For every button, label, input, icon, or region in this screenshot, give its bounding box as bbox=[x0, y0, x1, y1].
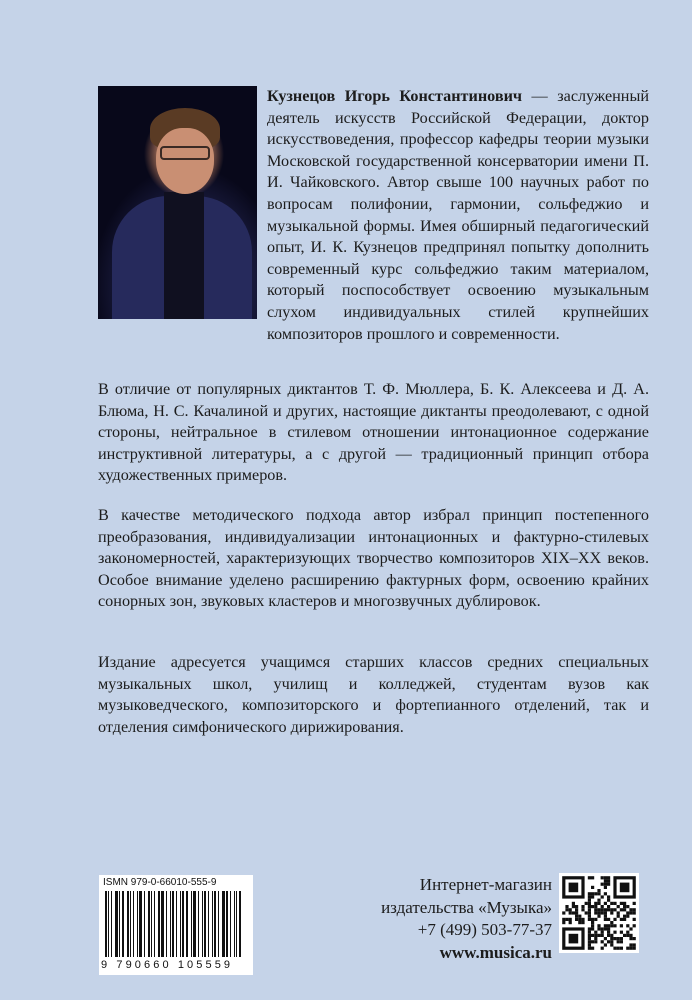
qr-module bbox=[633, 943, 636, 946]
qr-module bbox=[629, 908, 632, 911]
barcode-bar bbox=[226, 891, 228, 957]
barcode-bar bbox=[180, 891, 181, 957]
qr-module bbox=[572, 905, 575, 908]
publisher-label: издательства «Музыка» bbox=[381, 897, 552, 917]
qr-module bbox=[610, 911, 613, 914]
qr-module bbox=[585, 911, 588, 914]
qr-module bbox=[594, 937, 597, 940]
qr-module bbox=[623, 915, 626, 918]
store-label: Интернет-магазин bbox=[419, 875, 552, 894]
qr-module bbox=[604, 883, 607, 886]
barcode-bar bbox=[133, 891, 134, 957]
qr-module bbox=[620, 883, 630, 893]
qr-module bbox=[597, 934, 600, 937]
qr-module bbox=[607, 931, 610, 934]
qr-module bbox=[626, 911, 629, 914]
qr-module bbox=[594, 918, 597, 921]
qr-module bbox=[617, 915, 620, 918]
qr-module bbox=[594, 905, 597, 908]
qr-module bbox=[562, 911, 565, 914]
barcode-bar bbox=[127, 891, 129, 957]
qr-module bbox=[610, 943, 613, 946]
qr-module bbox=[620, 924, 623, 927]
qr-module bbox=[610, 934, 613, 937]
qr-module bbox=[581, 908, 584, 911]
qr-module bbox=[597, 927, 600, 930]
barcode-bar bbox=[151, 891, 152, 957]
qr-module bbox=[588, 940, 591, 943]
qr-module bbox=[591, 947, 594, 950]
barcode-bar bbox=[115, 891, 118, 957]
qr-module bbox=[588, 895, 591, 898]
qr-module bbox=[626, 915, 629, 918]
barcode-bar bbox=[230, 891, 231, 957]
qr-module bbox=[617, 940, 620, 943]
qr-module bbox=[588, 937, 591, 940]
qr-module bbox=[591, 886, 594, 889]
qr-module bbox=[623, 902, 626, 905]
qr-module bbox=[581, 918, 584, 921]
qr-module bbox=[569, 883, 579, 893]
qr-module bbox=[633, 908, 636, 911]
author-paragraph bbox=[98, 86, 649, 352]
qr-module bbox=[607, 924, 610, 927]
qr-module bbox=[626, 924, 629, 927]
qr-module bbox=[633, 937, 636, 940]
qr-module bbox=[597, 911, 600, 914]
qr-module bbox=[623, 934, 626, 937]
paragraph-text: В отличие от популярных диктантов Т. Ф. Мюллера, Б. К. Алексеева и Д. А. Блюма, Н. С. Качалиной и других, настоящие диктанты преодолевают, с одной стороны, нейтральное в стилевом отношении интонационное содержание инструктивной литературы, а с другой — традиционный принцип отбора художественных примеров. bbox=[98, 380, 649, 485]
qr-module bbox=[591, 921, 594, 924]
qr-module bbox=[613, 931, 616, 934]
qr-module bbox=[633, 918, 636, 921]
qr-module bbox=[610, 924, 613, 927]
qr-module bbox=[610, 937, 613, 940]
qr-module bbox=[569, 911, 572, 914]
qr-module bbox=[629, 934, 632, 937]
barcode-bar bbox=[154, 891, 155, 957]
qr-module bbox=[578, 921, 581, 924]
barcode-bar bbox=[222, 891, 225, 957]
qr-module bbox=[597, 915, 600, 918]
qr-module bbox=[588, 915, 591, 918]
qr-module bbox=[601, 931, 604, 934]
qr-module bbox=[591, 940, 594, 943]
body-paragraph-2 bbox=[98, 505, 649, 613]
qr-module bbox=[629, 911, 632, 914]
barcode-bar bbox=[148, 891, 150, 957]
qr-module bbox=[601, 927, 604, 930]
qr-module bbox=[591, 895, 594, 898]
qr-module bbox=[597, 902, 600, 905]
qr-module bbox=[629, 927, 632, 930]
barcode-bar bbox=[144, 891, 145, 957]
qr-module bbox=[588, 876, 591, 879]
qr-module bbox=[594, 911, 597, 914]
author-name: Кузнецов Игорь Константинович bbox=[267, 87, 523, 105]
qr-module bbox=[601, 947, 604, 950]
qr-module bbox=[617, 947, 620, 950]
qr-module bbox=[588, 899, 591, 902]
qr-module bbox=[607, 879, 610, 882]
qr-code[interactable] bbox=[559, 873, 639, 953]
qr-module bbox=[620, 947, 623, 950]
qr-module bbox=[629, 943, 632, 946]
qr-module bbox=[620, 931, 623, 934]
paragraph-text: Издание адресуется учащимся старших классов средних специальных музыкальных школ, училищ и колледжей, студентам вузов как музыковедческого, композиторского и фортепианного отделений, так и отделения симфонического дирижирования. bbox=[98, 653, 649, 736]
qr-module bbox=[604, 886, 607, 889]
barcode-bar bbox=[105, 891, 107, 957]
qr-module bbox=[620, 937, 623, 940]
qr-module bbox=[569, 918, 572, 921]
qr-module bbox=[601, 883, 604, 886]
qr-module bbox=[591, 892, 594, 895]
website-link[interactable]: www.musica.ru bbox=[439, 942, 552, 962]
barcode-bar bbox=[111, 891, 112, 957]
qr-module bbox=[607, 940, 610, 943]
qr-module bbox=[578, 915, 581, 918]
barcode-bar bbox=[198, 891, 199, 957]
qr-module bbox=[597, 892, 600, 895]
barcode-bar bbox=[108, 891, 109, 957]
qr-module bbox=[633, 924, 636, 927]
qr-module bbox=[604, 927, 607, 930]
qr-module bbox=[562, 918, 565, 921]
qr-module bbox=[581, 905, 584, 908]
qr-module bbox=[585, 902, 588, 905]
qr-module bbox=[604, 918, 607, 921]
qr-module bbox=[601, 940, 604, 943]
qr-module bbox=[607, 908, 610, 911]
qr-module bbox=[569, 934, 579, 944]
barcode-bar bbox=[234, 891, 235, 957]
barcode-bar bbox=[119, 891, 120, 957]
qr-module bbox=[607, 927, 610, 930]
qr-module bbox=[597, 908, 600, 911]
qr-module bbox=[597, 924, 600, 927]
qr-module bbox=[601, 895, 604, 898]
qr-module bbox=[607, 883, 610, 886]
qr-module bbox=[588, 918, 591, 921]
qr-module bbox=[588, 931, 591, 934]
qr-module bbox=[594, 908, 597, 911]
qr-module bbox=[626, 931, 629, 934]
qr-module bbox=[604, 943, 607, 946]
qr-module bbox=[588, 947, 591, 950]
qr-module bbox=[575, 908, 578, 911]
qr-module bbox=[588, 902, 591, 905]
qr-module bbox=[569, 908, 572, 911]
qr-module bbox=[604, 924, 607, 927]
qr-module bbox=[626, 905, 629, 908]
qr-module bbox=[565, 918, 568, 921]
qr-module bbox=[601, 876, 604, 879]
qr-module bbox=[601, 934, 604, 937]
barcode-bar bbox=[182, 891, 184, 957]
barcode-bar bbox=[236, 891, 237, 957]
qr-module bbox=[594, 931, 597, 934]
qr-module bbox=[591, 934, 594, 937]
qr-module bbox=[613, 902, 616, 905]
qr-module bbox=[607, 905, 610, 908]
qr-module bbox=[565, 905, 568, 908]
qr-module bbox=[588, 911, 591, 914]
barcode-bar bbox=[170, 891, 171, 957]
qr-module bbox=[623, 908, 626, 911]
body-paragraph-1 bbox=[98, 379, 649, 487]
qr-module bbox=[601, 911, 604, 914]
qr-module bbox=[607, 895, 610, 898]
qr-module bbox=[613, 918, 616, 921]
barcode-bar bbox=[139, 891, 142, 957]
qr-module bbox=[620, 908, 623, 911]
qr-module bbox=[610, 921, 613, 924]
author-bio: — заслуженный деятель искусств Российской Федерации, доктор искусствоведения, профессор кафедры теории музыки Московской государственной консерватории имени П. И. Чайковского. Автор свыше 100 научных работ по вопросам полифонии, гармонии, сольфеджио и музыкальной формы. Имея обширный педагогический опыт, И. К. Кузнецов предпринял попытку дополнить современный курс сольфеджио таким материалом, который поспособствует освоению музыкальным слухом индивидуальных стилей крупнейших композиторов прошлого и современности. bbox=[267, 87, 649, 343]
qr-module bbox=[626, 934, 629, 937]
qr-module bbox=[588, 905, 591, 908]
barcode-bar bbox=[137, 891, 138, 957]
qr-module bbox=[604, 937, 607, 940]
qr-module bbox=[604, 902, 607, 905]
qr-module bbox=[572, 902, 575, 905]
barcode-bars bbox=[105, 891, 247, 957]
qr-module bbox=[575, 918, 578, 921]
barcode bbox=[99, 875, 253, 975]
qr-module bbox=[562, 921, 565, 924]
qr-module bbox=[601, 905, 604, 908]
barcode-bar bbox=[204, 891, 206, 957]
qr-module bbox=[588, 927, 591, 930]
qr-module bbox=[617, 905, 620, 908]
barcode-bar bbox=[130, 891, 131, 957]
qr-module bbox=[610, 940, 613, 943]
qr-module bbox=[588, 934, 591, 937]
qr-module bbox=[604, 879, 607, 882]
qr-module bbox=[626, 947, 629, 950]
qr-module bbox=[588, 892, 591, 895]
qr-module bbox=[604, 876, 607, 879]
barcode-bar bbox=[186, 891, 188, 957]
qr-module bbox=[575, 911, 578, 914]
qr-module bbox=[591, 924, 594, 927]
barcode-bar bbox=[214, 891, 216, 957]
qr-module bbox=[575, 915, 578, 918]
qr-module bbox=[597, 899, 600, 902]
qr-module bbox=[607, 899, 610, 902]
body-paragraph-3 bbox=[98, 652, 649, 738]
qr-module bbox=[613, 924, 616, 927]
qr-module bbox=[601, 908, 604, 911]
qr-module bbox=[617, 911, 620, 914]
qr-module bbox=[623, 918, 626, 921]
qr-module bbox=[591, 918, 594, 921]
qr-module bbox=[620, 918, 623, 921]
qr-module bbox=[604, 892, 607, 895]
qr-module bbox=[607, 918, 610, 921]
qr-module bbox=[629, 947, 632, 950]
barcode-bar bbox=[176, 891, 177, 957]
qr-module bbox=[613, 908, 616, 911]
qr-module bbox=[613, 947, 616, 950]
barcode-bar bbox=[161, 891, 164, 957]
qr-module bbox=[591, 927, 594, 930]
qr-module bbox=[565, 908, 568, 911]
qr-module bbox=[591, 876, 594, 879]
qr-module bbox=[620, 902, 623, 905]
qr-module bbox=[629, 937, 632, 940]
qr-module bbox=[623, 905, 626, 908]
qr-module bbox=[588, 908, 591, 911]
barcode-bar bbox=[191, 891, 192, 957]
qr-module bbox=[604, 915, 607, 918]
qr-module bbox=[617, 937, 620, 940]
barcode-bar bbox=[202, 891, 203, 957]
qr-module bbox=[610, 902, 613, 905]
barcode-bar bbox=[193, 891, 196, 957]
qr-module bbox=[597, 889, 600, 892]
barcode-bar bbox=[218, 891, 219, 957]
barcode-bar bbox=[239, 891, 241, 957]
qr-module bbox=[578, 918, 581, 921]
qr-module bbox=[607, 876, 610, 879]
qr-module bbox=[588, 943, 591, 946]
qr-module bbox=[604, 908, 607, 911]
qr-module bbox=[594, 892, 597, 895]
phone-number: +7 (499) 503-77-37 bbox=[417, 920, 552, 939]
qr-module bbox=[607, 934, 610, 937]
barcode-digits: 9 790660 105559 bbox=[101, 959, 234, 971]
qr-module bbox=[633, 911, 636, 914]
qr-module bbox=[633, 902, 636, 905]
paragraph-text: В качестве методического подхода автор избрал принцип постепенного преобразования, индивидуализации интонационных и фактурно-стилевых закономерностей, характеризующих творчество композиторов XIX–XX веков. Особое внимание уделено расширению фактурных форм, освоению крайних сонорных зон, звуковых кластеров и многозвучных дублировок. bbox=[98, 506, 649, 611]
qr-module bbox=[594, 940, 597, 943]
barcode-bar bbox=[212, 891, 213, 957]
qr-module bbox=[581, 921, 584, 924]
qr-module bbox=[594, 934, 597, 937]
qr-module bbox=[594, 902, 597, 905]
barcode-bar bbox=[122, 891, 124, 957]
qr-module bbox=[575, 905, 578, 908]
qr-module bbox=[572, 911, 575, 914]
barcode-bar bbox=[166, 891, 167, 957]
qr-module bbox=[633, 947, 636, 950]
qr-module bbox=[569, 921, 572, 924]
barcode-bar bbox=[158, 891, 160, 957]
qr-module bbox=[604, 911, 607, 914]
store-contacts bbox=[381, 874, 552, 964]
qr-module bbox=[610, 908, 613, 911]
ismn-number: ISMN 979-0-66010-555-9 bbox=[103, 877, 217, 888]
barcode-bar bbox=[208, 891, 209, 957]
barcode-bar bbox=[172, 891, 174, 957]
qr-module bbox=[613, 937, 616, 940]
qr-module bbox=[591, 905, 594, 908]
qr-module bbox=[620, 940, 623, 943]
